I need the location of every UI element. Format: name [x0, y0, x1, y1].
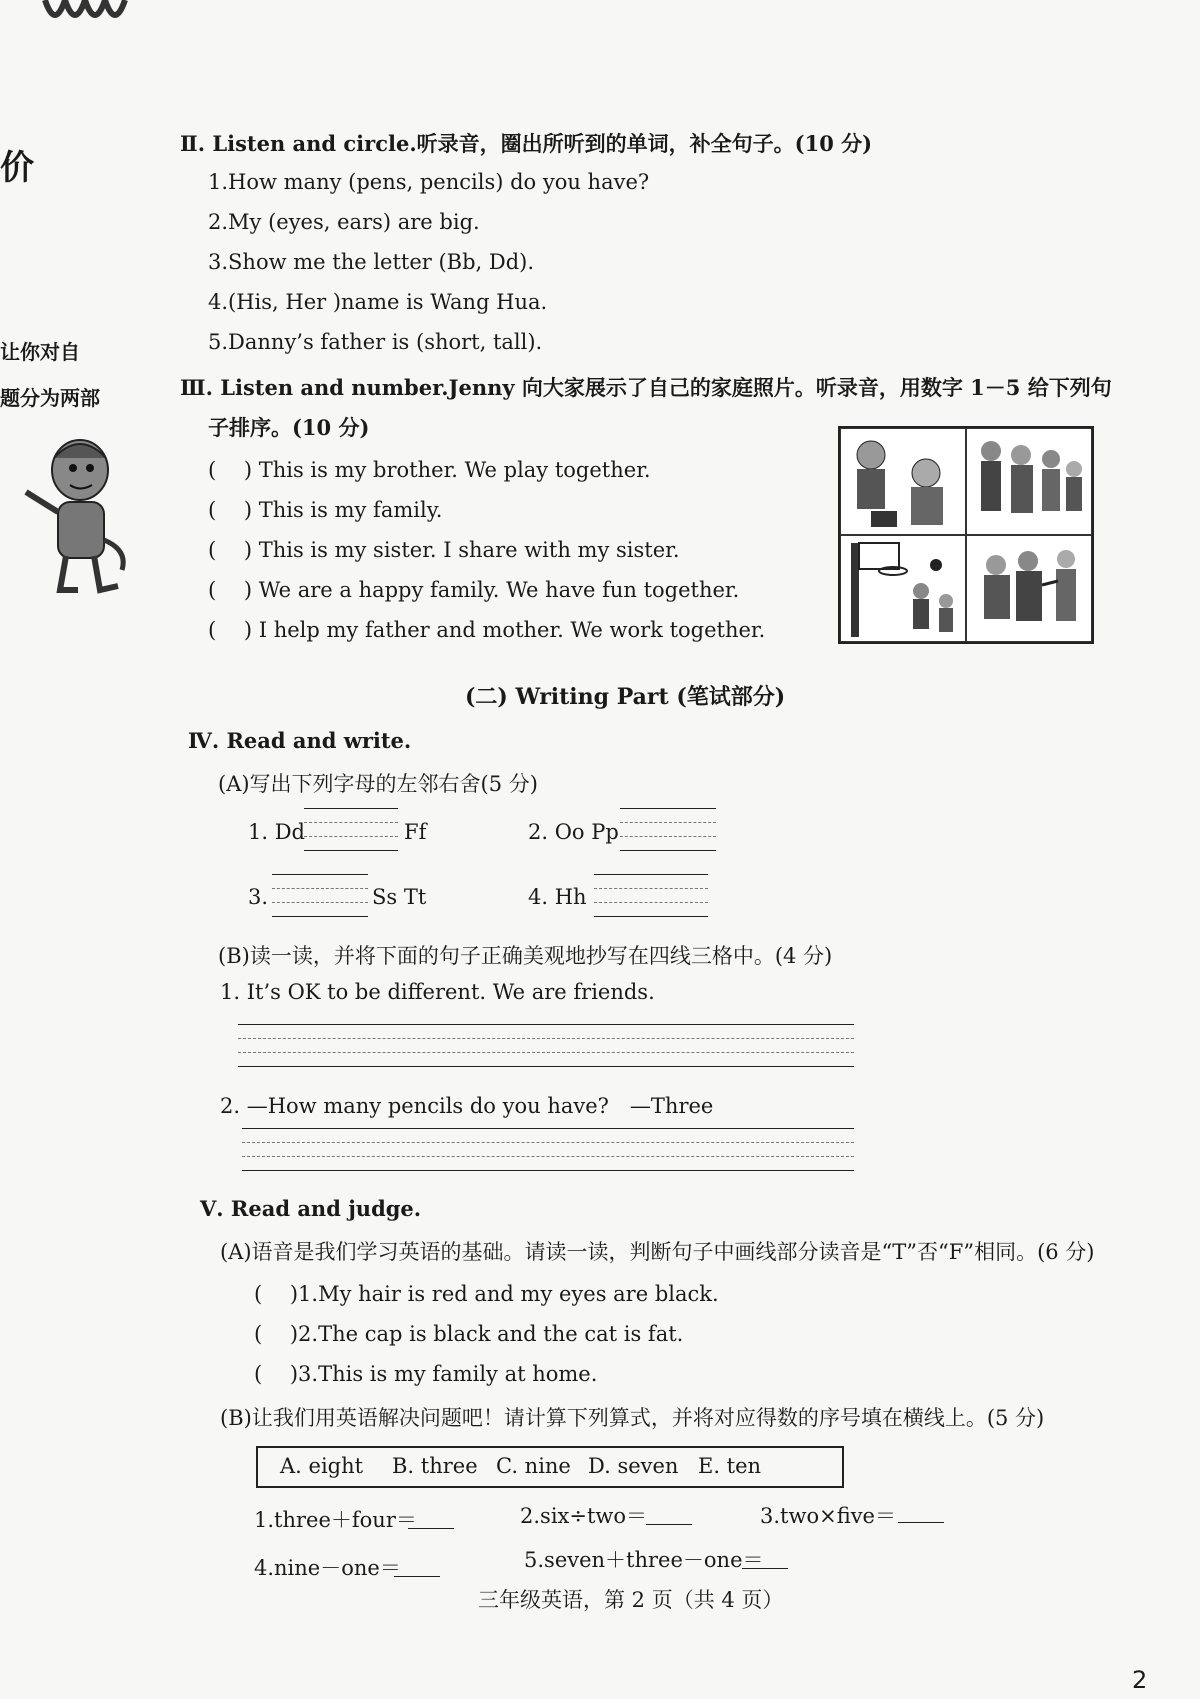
option-e: E. ten [698, 1454, 762, 1478]
photo-basketball [840, 534, 967, 642]
calc-2: 2.six÷two＝ [520, 1504, 648, 1528]
section-4-part-a: (A)写出下列字母的左邻右舍(5 分) [218, 772, 538, 796]
judge-item-2: ( )2.The cap is black and the cat is fat. [254, 1322, 684, 1346]
letters-q4: 4. Hh [528, 885, 587, 909]
copy-sentence-2: 2. —How many pencils do you have? —Three [220, 1094, 714, 1118]
answer-line-q3[interactable] [272, 916, 368, 917]
section-2-item-1: 1.How many (pens, pencils) do you have? [208, 170, 650, 194]
answer-line-q2[interactable] [620, 850, 716, 851]
section-3-title-line1: Ⅲ. Listen and number.Jenny 向大家展示了自己的家庭照片。听录音，用数字 1－5 给下列句 [180, 375, 1112, 400]
side-heading-char: 价 [0, 148, 34, 188]
calc-3-blank[interactable] [898, 1522, 944, 1523]
judge-item-1: ( )1.My hair is red and my eyes are black. [254, 1282, 719, 1306]
section-5-part-a: (A)语音是我们学习英语的基础。请读一读，判断句子中画线部分读音是“T”否“F”相同。(6 分) [220, 1240, 1095, 1264]
section-5-part-b: (B)让我们用英语解决问题吧！请计算下列算式，并将对应得数的序号填在横线上。(5 分) [220, 1406, 1045, 1430]
calc-3: 3.two×five＝ [760, 1504, 896, 1528]
copy-sentence-1: 1. It’s OK to be different. We are friends. [220, 980, 655, 1004]
page-footer: 三年级英语，第 2 页（共 4 页） [478, 1588, 784, 1612]
section-3-item-2: ( ) This is my family. [208, 498, 443, 522]
family-working-icon [966, 535, 1091, 641]
options-box [256, 1446, 844, 1488]
letters-q3-right: Ss Tt [372, 885, 427, 909]
photo-brother-sister [840, 428, 967, 536]
section-3-title-line2: 子排序。(10 分) [208, 415, 370, 440]
calc-4: 4.nine－one＝ [254, 1556, 401, 1580]
letters-q2: 2. Oo Pp [528, 820, 619, 844]
section-4-title: Ⅳ. Read and write. [188, 728, 412, 753]
option-c: C. nine [496, 1454, 571, 1478]
option-d: D. seven [588, 1454, 679, 1478]
section-3-item-1: ( ) This is my brother. We play together. [208, 458, 651, 482]
family-group-icon [966, 429, 1091, 535]
section-3-item-4: ( ) We are a happy family. We have fun together. [208, 578, 740, 602]
writing-lines-1[interactable] [238, 1066, 854, 1067]
photo-working [965, 534, 1092, 642]
answer-line-q4[interactable] [594, 916, 708, 917]
section-5-title: Ⅴ. Read and judge. [200, 1196, 422, 1221]
cartoon-boy-icon [18, 430, 133, 600]
children-playing-icon [841, 429, 966, 535]
photo-family [965, 428, 1092, 536]
letters-q1-left: 1. Dd [248, 820, 305, 844]
calc-5: 5.seven＋three－one＝ [524, 1548, 764, 1572]
calc-2-blank[interactable] [646, 1524, 692, 1525]
writing-part-heading: (二) Writing Part (笔试部分) [465, 684, 786, 710]
writing-lines-2[interactable] [242, 1170, 854, 1171]
letters-q1-right: Ff [404, 820, 427, 844]
page-corner-number: 2 [1132, 1666, 1148, 1694]
side-text-line1: 让你对自 [0, 340, 80, 364]
basketball-hoop-icon [841, 535, 966, 641]
side-text-line2: 题分为两部 [0, 386, 100, 410]
section-2-item-2: 2.My (eyes, ears) are big. [208, 210, 480, 234]
section-2-item-4: 4.(His, Her )name is Wang Hua. [208, 290, 548, 314]
calc-1-blank[interactable] [408, 1528, 454, 1529]
answer-line-q1[interactable] [304, 850, 398, 851]
calc-1: 1.three＋four＝ [254, 1508, 417, 1532]
section-2-title: Ⅱ. Listen and circle.听录音，圈出所听到的单词，补全句子。(10 分) [180, 131, 873, 156]
option-b: B. three [392, 1454, 478, 1478]
section-3-item-5: ( ) I help my father and mother. We work together. [208, 618, 766, 642]
section-3-item-3: ( ) This is my sister. I share with my sister. [208, 538, 680, 562]
calc-4-blank[interactable] [394, 1576, 440, 1577]
section-2-item-5: 5.Danny’s father is (short, tall). [208, 330, 543, 354]
judge-item-3: ( )3.This is my family at home. [254, 1362, 598, 1386]
family-photos-panel [838, 426, 1094, 644]
section-4-part-b: (B)读一读，并将下面的句子正确美观地抄写在四线三格中。(4 分) [218, 944, 833, 968]
decorative-pattern-icon [40, 0, 130, 34]
option-a: A. eight [280, 1454, 364, 1478]
section-2-item-3: 3.Show me the letter (Bb, Dd). [208, 250, 535, 274]
letters-q3-num: 3. [248, 885, 269, 909]
calc-5-blank[interactable] [742, 1568, 788, 1569]
